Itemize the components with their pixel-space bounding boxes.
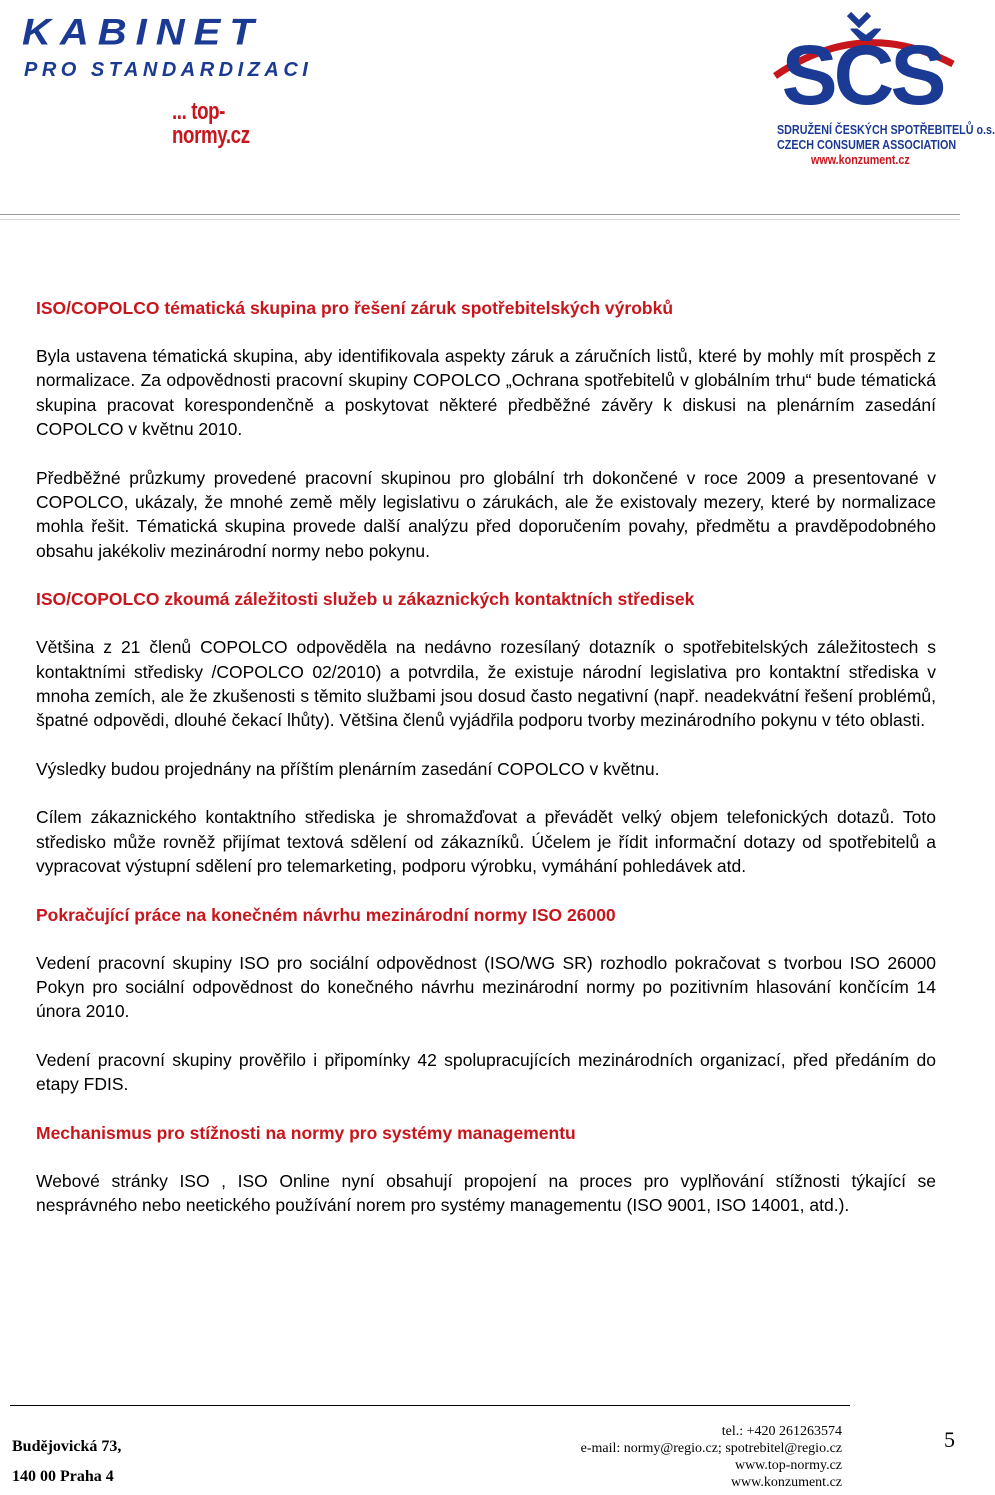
footer-web-top-normy[interactable]: www.top-normy.cz [734,1458,842,1473]
section-heading: Pokračující práce na konečném návrhu mezinárodní normy ISO 26000 [36,904,616,925]
paragraph: Cílem zákaznického kontaktního střediska je shromažďovat a převádět velký objem telefonických dotazů. Toto středisko může rovněž přijímat textová sdělení od zákazníků. Účelem je řídit informační dotazy od spotřebitelů a vypracovat výstupní sdělení pro telemarketing, podporu výrobku, vymáhání pohledávek atd. [36,807,936,877]
page-footer [0,1405,960,1495]
kabinet-logo-name: KABINET [22,12,263,53]
kabinet-logo [22,12,332,149]
paragraph: Většina z 21 členů COPOLCO odpověděla na nedávno rozesílaný dotazník o spotřebitelských záležitostech s kontaktními středisky /COPOLCO 02/2010) a potvrdila, že existuje národní legislativa pro kontaktní střediska v mnoha zemích, ale že zkušenosti s těmito službami jsou dosud často negativní (např. neadekvátní řešení problémů, špatné odpovědi, dlouhé čekací lhůty). Většina členů vyjádřila podporu tvorby mezinárodního pokynu v této oblasti. [36,637,936,731]
scs-logo [765,6,995,168]
footer-address-city: 140 00 Praha 4 [12,1468,114,1485]
scs-logo-line2: CZECH CONSUMER ASSOCIATION [777,138,957,152]
footer-contact [581,1423,842,1491]
page-number: 5 [944,1427,955,1452]
footer-email[interactable]: e-mail: normy@regio.cz; spotrebitel@regio.cz [580,1441,842,1456]
paragraph: Vedení pracovní skupiny prověřilo i připomínky 42 spolupracujících mezinárodních organizací, před předáním do etapy FDIS. [36,1049,936,1095]
section-heading: ISO/COPOLCO tématická skupina pro řešení záruk spotřebitelských výrobků [36,298,674,318]
section-heading: Mechanismus pro stížnosti na normy pro systémy managementu [36,1122,576,1143]
paragraph: Předběžné průzkumy provedené pracovní skupinou pro globální trh dokončené v roce 2009 a presentované v COPOLCO, ukázaly, že mnohé země měly legislativu o zárukách, ale že existovaly mezery, které by normalizace mohla řešit. Tématická skupina provede další analýzu před doporučením povahy, předmětu a pravděpodobného obsahu jakékoliv mezinárodní normy nebo pokynu. [36,467,936,561]
document-body [36,296,936,1217]
scs-logo-url: www.konzument.cz [811,153,910,167]
scs-logo-line1: SDRUŽENÍ ČESKÝCH SPOTŘEBITELŮ o.s. [777,123,995,137]
paragraph: Vedení pracovní skupiny ISO pro sociální odpovědnost (ISO/WG SR) rozhodlo pokračovat s tvorbou ISO 26000 Pokyn pro sociální odpovědnost do konečného návrhu mezinárodní normy po pozitivním hlasování končícím 14 února 2010. [36,952,936,1022]
footer-web-konzument[interactable]: www.konzument.cz [730,1475,842,1490]
footer-divider [10,1405,850,1406]
footer-address-street: Budějovická 73, [12,1438,122,1455]
paragraph: Byla ustavena tématická skupina, aby identifikovala aspekty záruk a záručních listů, které by mohly mít prospěch z normalizace. Za odpovědnosti pracovní skupiny COPOLCO „Ochrana spotřebitelů v globálním trhu“ bude tématická skupina pracovat korespondenčně a poskytovat některé předběžné závěry k diskusi na plenárním zasedání COPOLCO v květnu 2010. [36,346,936,440]
scs-logo-letters: SČS [781,28,943,122]
page-header [0,0,995,222]
section-heading: ISO/COPOLCO zkoumá záležitosti služeb u zákaznických kontaktních středisek [36,589,695,610]
kabinet-logo-url: ... top-normy.cz [172,98,250,149]
scs-logo-mark [767,6,957,122]
kabinet-logo-subtitle: PRO STANDARDIZACI [24,59,313,81]
header-divider [0,214,960,220]
paragraph: Webové stránky ISO , ISO Online nyní obsahují propojení na proces pro vyplňování stížnosti týkající se nesprávného nebo neetického používání norem pro systémy managementu (ISO 9001, ISO 14001, atd.). [36,1170,936,1215]
footer-tel: tel.: +420 261263574 [721,1424,842,1439]
paragraph: Výsledky budou projednány na příštím plenárním zasedání COPOLCO v květnu. [36,758,660,779]
